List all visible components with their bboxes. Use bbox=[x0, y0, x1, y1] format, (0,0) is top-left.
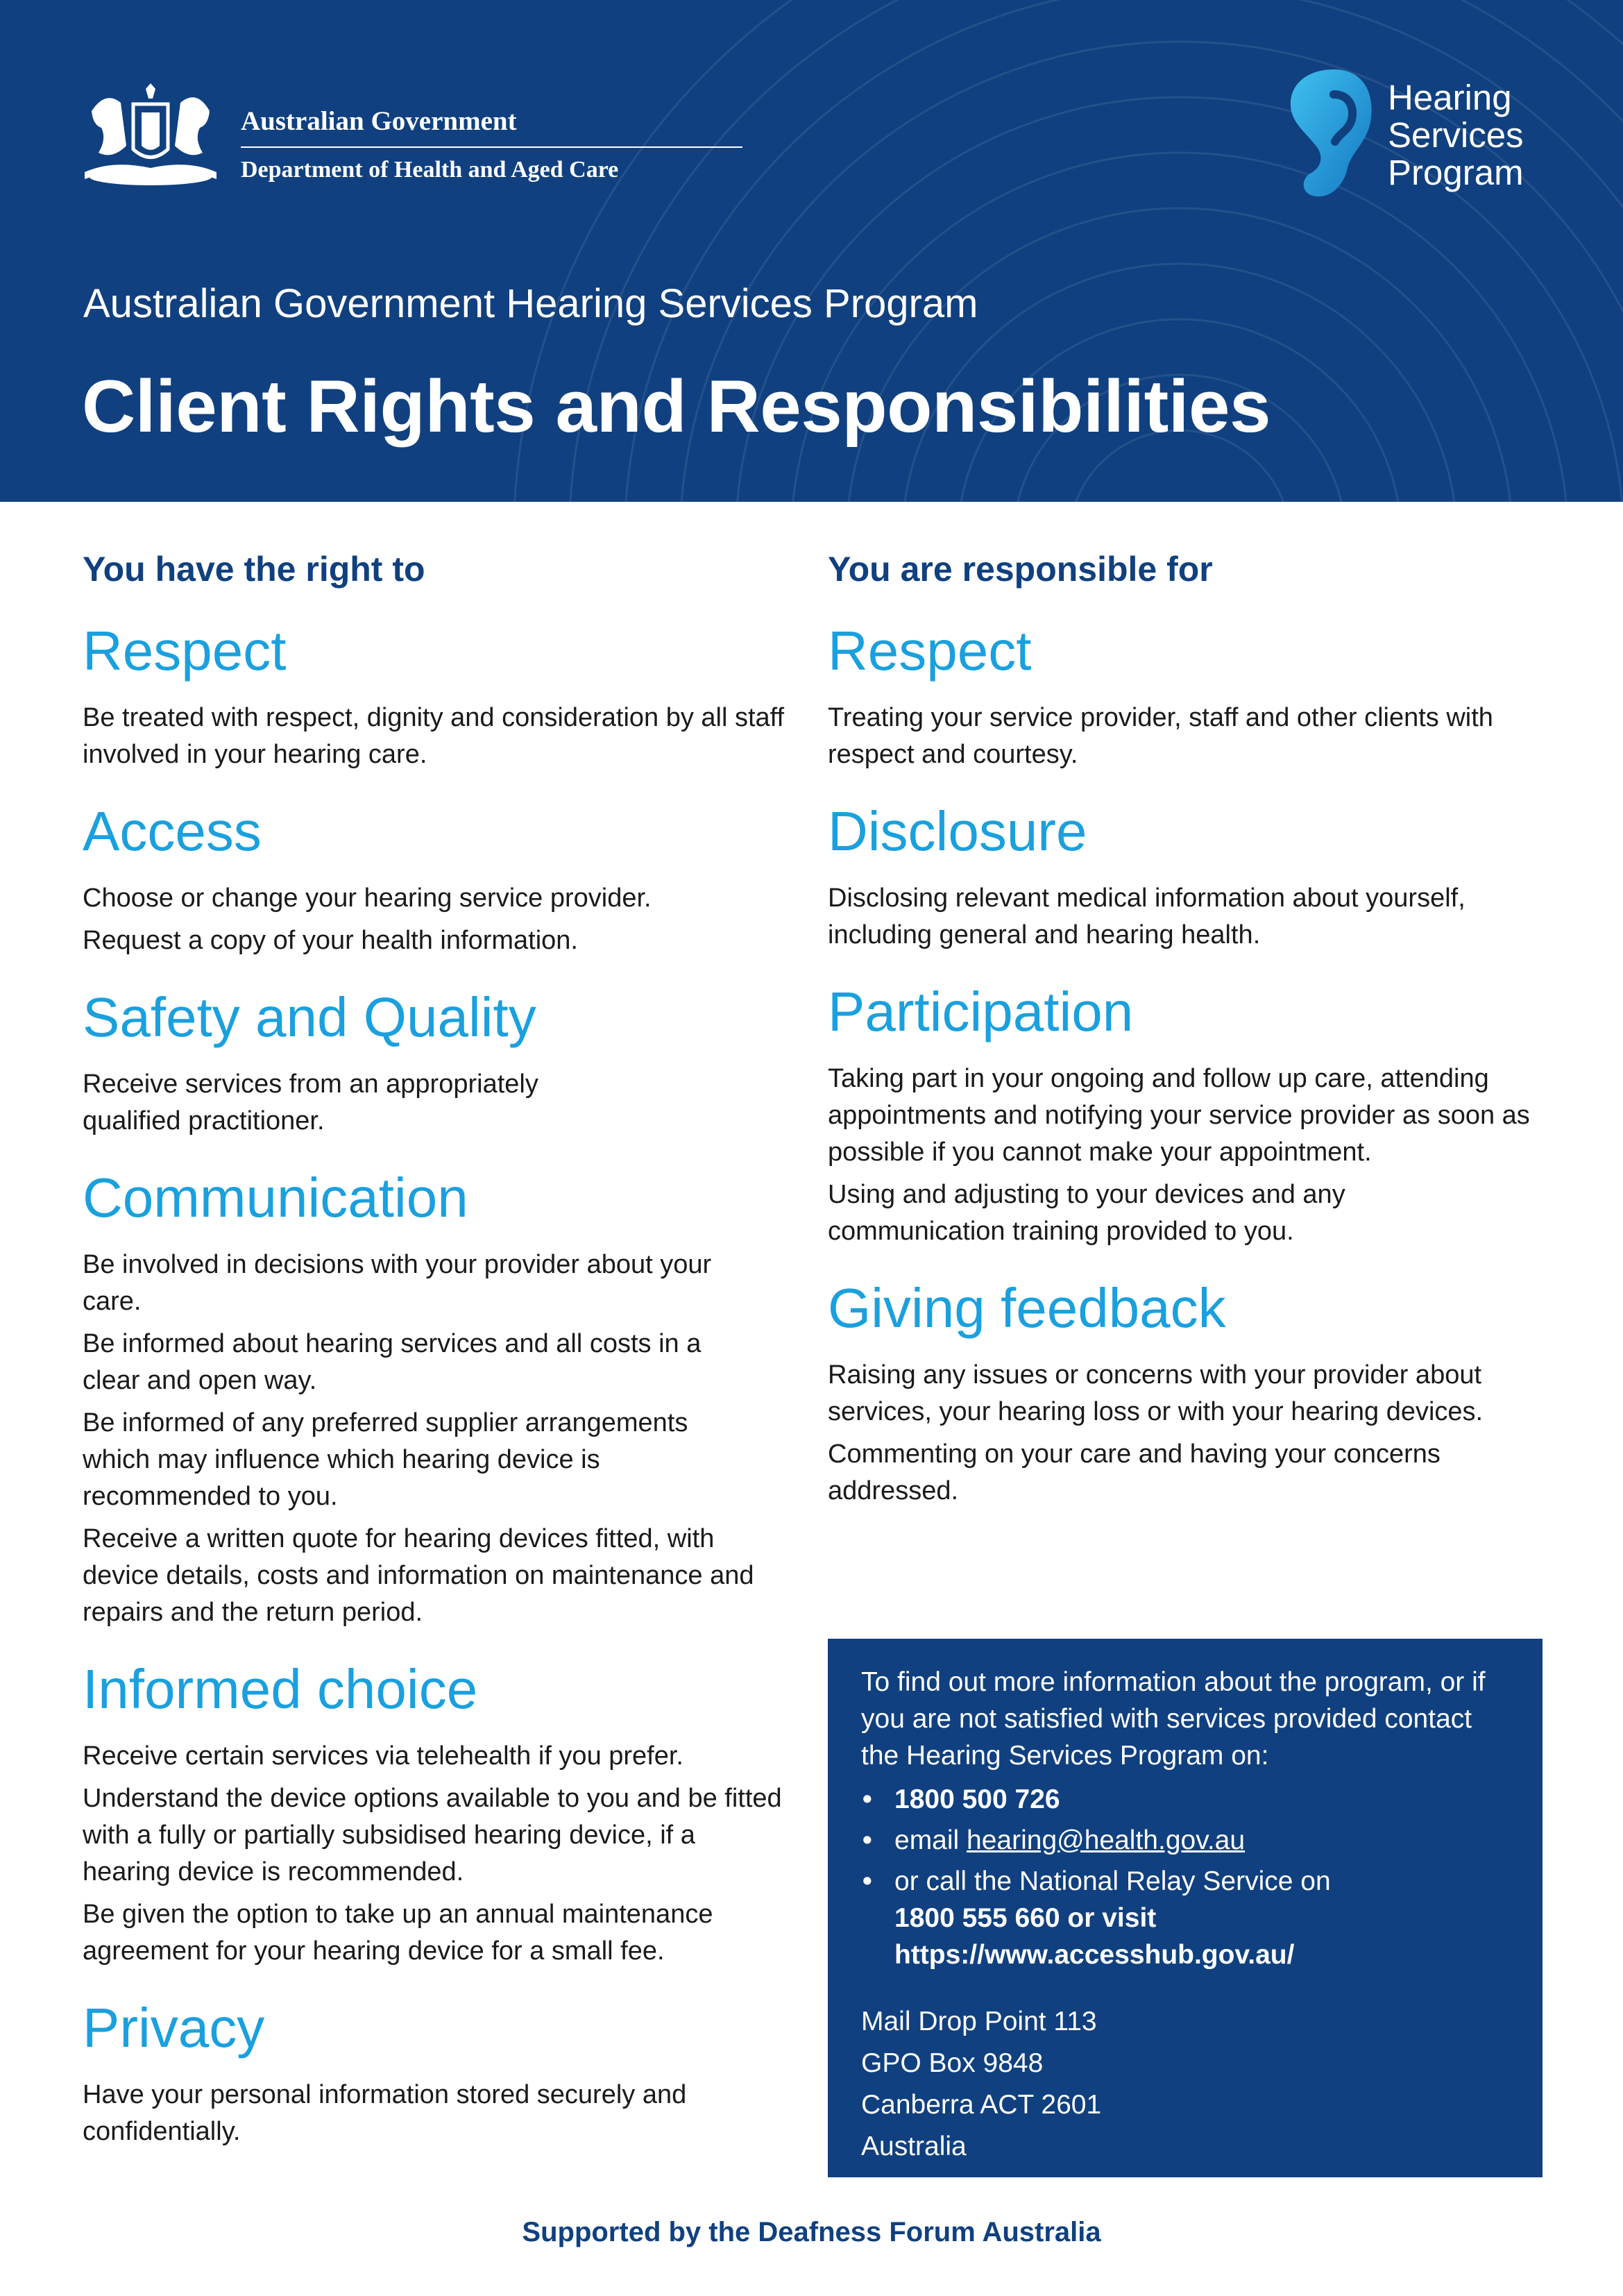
section-text: Treating your service provider, staff and other clients with respect and courtesy. bbox=[828, 703, 1493, 769]
logo-line-services: Services bbox=[1388, 115, 1524, 155]
section-text: Receive services from an appropriately qualified practitioner. bbox=[83, 1070, 538, 1136]
section-text: Disclosing relevant medical information about yourself, including general and hearing health. bbox=[828, 884, 1465, 949]
contact-relay-detail[interactable]: 1800 555 660 or visit https://www.accesshub.gov.au/ bbox=[894, 1903, 1295, 1970]
rights-section-safety-quality bbox=[83, 984, 790, 1140]
hearing-services-program-logo bbox=[1285, 64, 1549, 203]
contact-list bbox=[861, 1781, 1509, 1973]
responsibilities-heading: You are responsible for bbox=[828, 550, 1213, 589]
section-text: Be informed about hearing services and all costs in a clear and open way. bbox=[83, 1329, 702, 1395]
section-text: Taking part in your ongoing and follow up care, attending appointments and notifying your service provider as soon as possible if you cannot make your appointment. bbox=[828, 1064, 1530, 1167]
contact-phone: • 1800 500 726 bbox=[861, 1781, 1509, 1818]
section-text: Be involved in decisions with your provider about your care. bbox=[83, 1250, 712, 1316]
section-title: Safety and Quality bbox=[83, 986, 536, 1048]
coat-of-arms-icon bbox=[78, 83, 223, 194]
section-title: Access bbox=[83, 800, 262, 862]
section-text: Receive certain services via telehealth if you prefer. bbox=[83, 1741, 683, 1771]
section-text: Be treated with respect, dignity and consideration by all staff involved in your hearing care. bbox=[83, 703, 785, 769]
section-text: Using and adjusting to your devices and any communication training provided to you. bbox=[828, 1180, 1345, 1246]
section-title: Privacy bbox=[83, 1997, 265, 2059]
rights-section-privacy bbox=[83, 1995, 790, 2150]
rights-section-access bbox=[83, 798, 790, 959]
page-subtitle: Australian Government Hearing Services Program bbox=[83, 281, 978, 326]
ear-icon bbox=[1285, 64, 1375, 203]
gov-divider bbox=[241, 146, 742, 148]
address-line: Australia bbox=[861, 2132, 967, 2161]
section-text: Be given the option to take up an annual maintenance agreement for your hearing device for a small fee. bbox=[83, 1900, 713, 1966]
contact-email-item bbox=[861, 1822, 1509, 1859]
page-header bbox=[0, 0, 1623, 502]
rights-section-respect bbox=[83, 618, 790, 773]
section-text: Receive a written quote for hearing devices fitted, with device details, costs and information on maintenance and repairs and the return period. bbox=[83, 1524, 754, 1627]
section-title: Respect bbox=[83, 620, 287, 682]
footer-support-note: Supported by the Deafness Forum Australia bbox=[522, 2217, 1101, 2247]
section-title: Respect bbox=[828, 620, 1032, 682]
section-text: Commenting on your care and having your concerns addressed. bbox=[828, 1440, 1441, 1505]
section-text: Request a copy of your health information. bbox=[83, 926, 578, 955]
section-text: Be informed of any preferred supplier arrangements which may influence which hearing device is recommended to you. bbox=[83, 1408, 688, 1511]
logo-line-program: Program bbox=[1388, 153, 1524, 192]
rights-column bbox=[83, 548, 790, 2175]
resp-section-participation bbox=[828, 979, 1549, 1250]
resp-section-giving-feedback bbox=[828, 1275, 1549, 1510]
section-title: Informed choice bbox=[83, 1658, 478, 1720]
rights-section-communication bbox=[83, 1165, 790, 1631]
section-title: Giving feedback bbox=[828, 1277, 1226, 1339]
section-text: Raising any issues or concerns with your provider about services, your hearing loss or with your hearing devices. bbox=[828, 1360, 1484, 1426]
rights-section-informed-choice bbox=[83, 1656, 790, 1970]
contact-intro: To find out more information about the program, or if you are not satisfied with services provided contact the Hearing Services Program on: bbox=[861, 1667, 1486, 1771]
contact-email-prefix: email bbox=[894, 1825, 967, 1855]
address-line: GPO Box 9848 bbox=[861, 2048, 1044, 2078]
gov-name: Australian Government bbox=[241, 106, 517, 136]
contact-info-box bbox=[828, 1639, 1543, 2177]
logo-text bbox=[1388, 79, 1524, 192]
resp-section-respect bbox=[828, 618, 1549, 773]
mailing-address bbox=[861, 2001, 1509, 2168]
section-text: Have your personal information stored securely and confidentially. bbox=[83, 2080, 687, 2146]
section-title: Communication bbox=[83, 1167, 468, 1229]
section-text: Choose or change your hearing service provider. bbox=[83, 884, 652, 913]
contact-relay-item bbox=[861, 1863, 1509, 1973]
logo-line-hearing: Hearing bbox=[1388, 78, 1512, 117]
section-title: Disclosure bbox=[828, 800, 1087, 862]
contact-email-link[interactable]: hearing@health.gov.au bbox=[967, 1825, 1246, 1855]
contact-relay-text: or call the National Relay Service on bbox=[894, 1866, 1331, 1896]
section-title: Participation bbox=[828, 981, 1134, 1043]
responsibilities-column bbox=[828, 548, 1549, 1535]
rights-heading: You have the right to bbox=[83, 550, 425, 589]
page-title: Client Rights and Responsibilities bbox=[82, 364, 1271, 448]
gov-department: Department of Health and Aged Care bbox=[241, 157, 619, 183]
section-text: Understand the device options available to you and be fitted with a fully or partially subsidised hearing device, if a hearing device is recommended. bbox=[83, 1784, 782, 1886]
address-line: Canberra ACT 2601 bbox=[861, 2090, 1102, 2120]
australian-government-logo bbox=[78, 75, 668, 193]
address-line: Mail Drop Point 113 bbox=[861, 2007, 1097, 2036]
resp-section-disclosure bbox=[828, 798, 1549, 954]
